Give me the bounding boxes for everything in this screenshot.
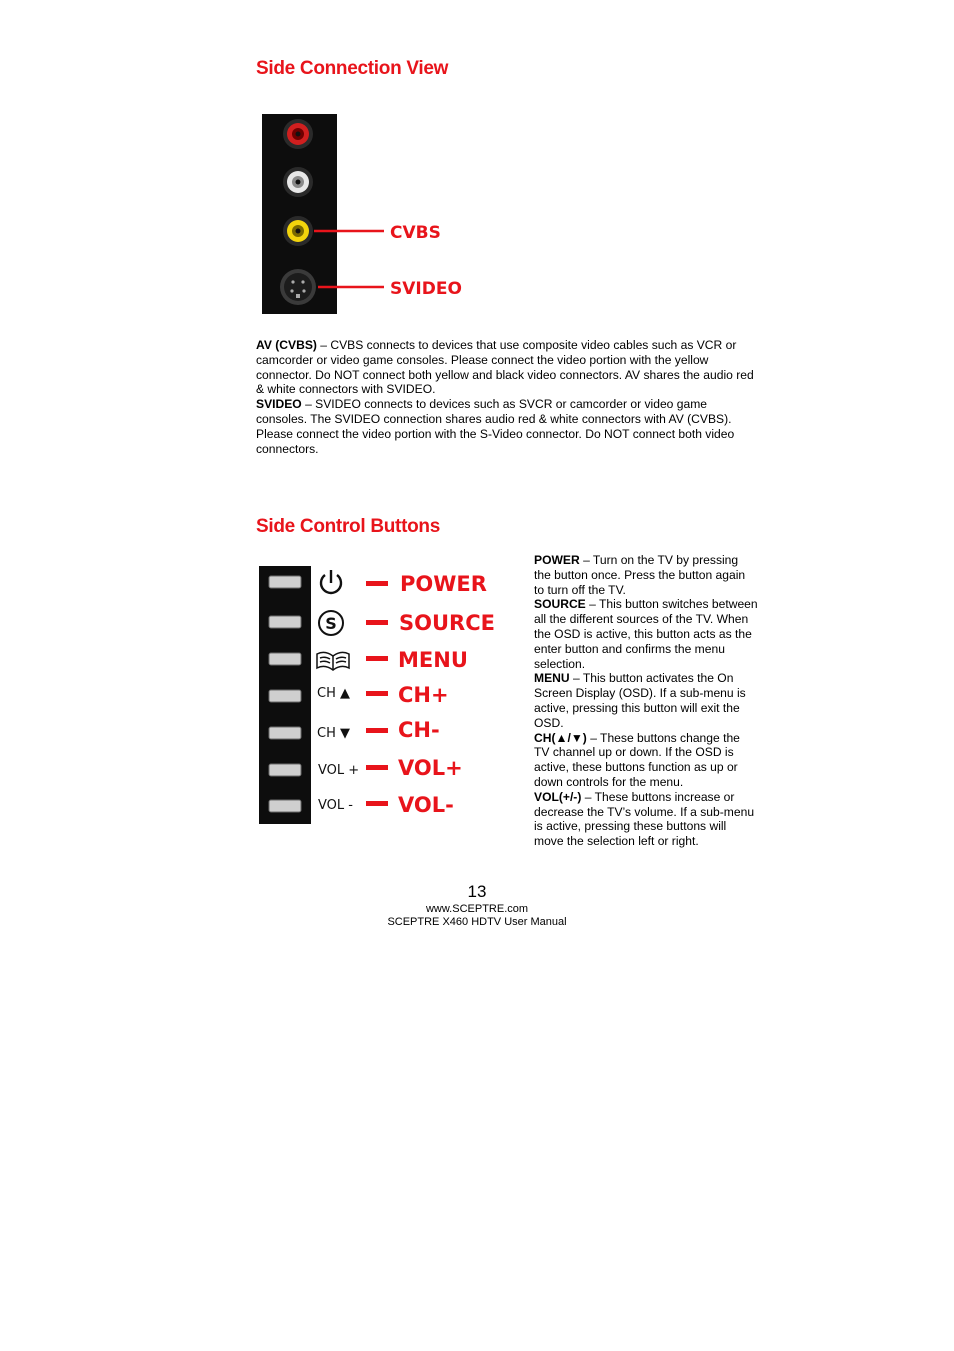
menu-text: – This button activates the On Screen Display (OSD). If a sub-menu is active, pressing this button will exit the OSD. [534,671,746,730]
source-term: SOURCE [534,597,586,612]
power-term: POWER [534,553,580,567]
dash-vol-down [366,801,388,806]
source-icon-letter: S [325,614,337,633]
panel-key-ch-down [269,727,301,739]
ch-up-icon: CH ▲ [317,686,350,701]
vol-down-icon: VOL - [318,798,353,813]
source-icon [319,611,343,635]
label-power: POWER [400,572,487,596]
ch-down-icon: CH ▼ [317,726,350,741]
vol-description [534,790,758,849]
side-connection-title: Side Connection View [256,58,449,79]
ch-description [534,731,758,790]
footer-website: www.SCEPTRE.com [425,903,529,915]
source-description [534,597,758,671]
label-source: SOURCE [399,611,495,635]
page-number: 13 [467,882,487,901]
dash-vol-up [366,765,388,770]
label-ch-down: CH- [398,718,440,742]
cvbs-text: – CVBS connects to devices that use composite video cables such as VCR or camcorder or video game consoles. Please connect the video portion with the yellow connector. Do NOT connect both yellow and black video connectors. AV shares the audio red & white connectors with SVIDEO. [256,338,754,397]
side-control-photo [259,566,509,826]
label-menu: MENU [398,648,468,672]
dash-menu [366,656,388,661]
svideo-paragraph [256,397,758,456]
dash-power [366,581,388,586]
footer-manual-title: SCEPTRE X460 HDTV User Manual [387,916,567,928]
vol-up-icon: VOL + [318,763,360,778]
source-text: – This button switches between all the different sources of the TV. When the OSD is active, this button acts as the enter button and confirms the menu selection. [534,597,758,671]
white-rca-connector [283,167,313,197]
panel-key-vol-down [269,800,301,812]
svideo-term: SVIDEO [256,397,302,412]
cvbs-label: CVBS [390,223,441,243]
dash-ch-down [366,728,388,733]
panel-key-source [269,616,301,628]
side-connection-description [256,338,758,456]
label-ch-up: CH+ [398,683,449,707]
cvbs-term: AV (CVBS) [256,338,317,352]
power-description [534,553,758,597]
ch-term: CH(▲/▼) [534,730,587,745]
svideo-text: – SVIDEO connects to devices such as SVCR or camcorder or video game consoles. The SVIDEO connection shares audio red & white connectors with AV (CVBS). Please connect the video portion with the S-Video connector. Do NOT connect both video connectors. [256,397,735,456]
side-connection-photo [262,114,472,316]
dash-source [366,620,388,625]
label-vol-down: VOL- [398,793,454,817]
power-icon [321,570,341,593]
svideo-connector [280,269,316,305]
svideo-label: SVIDEO [390,279,462,299]
ch-text: – These buttons change the TV channel up or down. If the OSD is active, these buttons function as up or down controls for the menu. [534,730,740,789]
panel-key-vol-up [269,764,301,776]
panel-key-ch-up [269,690,301,702]
menu-book-icon [317,652,349,670]
vol-text: – These buttons increase or decrease the TV’s volume. If a sub-menu is active, pressing these buttons will move the selection left or right. [534,789,755,849]
vol-term: VOL(+/-) [534,789,582,804]
dash-ch-up [366,691,388,696]
menu-description [534,671,758,730]
red-rca-connector [283,119,313,149]
menu-term: MENU [534,671,570,686]
label-vol-up: VOL+ [398,756,463,780]
cvbs-paragraph [256,338,758,397]
yellow-rca-connector [283,216,313,246]
power-text: – Turn on the TV by pressing the button once. Press the button again to turn off the TV. [534,553,746,597]
side-control-descriptions [534,553,758,849]
side-control-title: Side Control Buttons [256,516,440,537]
panel-key-menu [269,653,301,665]
panel-key-power [269,576,301,588]
